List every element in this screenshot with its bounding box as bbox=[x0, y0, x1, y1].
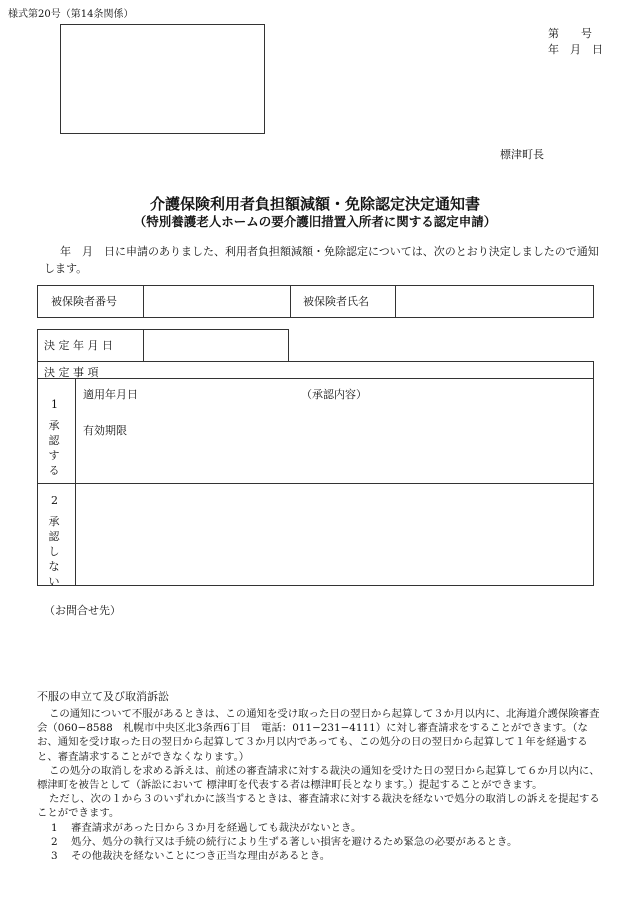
reject-number: 2 bbox=[51, 494, 58, 507]
approval-content-label: （承認内容） bbox=[301, 388, 367, 401]
objection-body bbox=[37, 707, 603, 863]
valid-period-label: 有効期限 bbox=[83, 424, 127, 437]
inquiry-label: （お問合せ先） bbox=[44, 604, 121, 617]
objection-title: 不服の申立て及び取消訴訟 bbox=[37, 690, 169, 703]
insured-name-field[interactable] bbox=[396, 286, 593, 317]
insured-number-field[interactable] bbox=[144, 286, 290, 317]
insured-table bbox=[37, 285, 594, 318]
list-item: 3 その他裁決を経ないことにつき正当な理由があるとき。 bbox=[51, 850, 331, 863]
insured-name-label: 被保険者氏名 bbox=[303, 295, 369, 308]
decision-date-label: 決 定 年 月 日 bbox=[44, 339, 113, 352]
address-box bbox=[60, 24, 265, 134]
issuer: 標津町長 bbox=[500, 148, 544, 161]
document-subtitle: （特別養護老人ホームの要介護旧措置入所者に関する認定申請） bbox=[133, 214, 497, 229]
decision-table bbox=[37, 361, 594, 586]
document-date: 年 月 日 bbox=[548, 43, 603, 56]
applicable-date-label: 適用年月日 bbox=[83, 388, 138, 401]
exception-list bbox=[37, 821, 603, 864]
document-number: 第 号 bbox=[548, 27, 592, 40]
decision-header: 決 定 事 項 bbox=[44, 366, 99, 379]
reject-label: 承認しない bbox=[48, 515, 60, 588]
objection-paragraph-1: この通知について不服があるときは、この通知を受け取った日の翌日から起算して３か月以内に、北海道介護保険審査会（060−8588 札幌市中央区北3条西6丁目 電話：011−231−4111）に対し審査請求をすることができます。（なお、通知を受け取った日の翌日から起算して３か月以内であっても、この処分の日の翌日から起算して１年を経過すると、審査請求することができなくなります。） bbox=[37, 708, 600, 763]
objection-paragraph-2: この処分の取消しを求める訴えは、前述の審査請求に対する裁決の通知を受けた日の翌日から起算して６か月以内に、標津町を被告として（訴訟において 標津町を代表する者は標津町長となります。）提起することができます。 bbox=[37, 764, 600, 792]
approve-number: 1 bbox=[51, 398, 58, 411]
form-number: 様式第20号（第14条関係） bbox=[8, 9, 134, 20]
objection-paragraph-3: ただし、次の１から３のいずれかに該当するときは、審査請求に対する裁決を経ないで処分の取消しの訴えを提起することができます。 bbox=[37, 793, 600, 820]
list-item: 2 処分、処分の執行又は手続の続行により生ずる著しい損害を避けるため緊急の必要があるとき。 bbox=[51, 835, 518, 848]
list-item: 1 審査請求があった日から３か月を経過しても裁決がないとき。 bbox=[51, 821, 362, 834]
decision-date-table bbox=[37, 329, 289, 362]
decision-date-field[interactable] bbox=[144, 330, 288, 361]
document-title: 介護保険利用者負担額減額・免除認定決定通知書 bbox=[149, 195, 480, 213]
intro-text: 年 月 日に申請のありました、利用者負担額減額・免除認定については、次のとおり決定しましたので通知します。 bbox=[44, 245, 599, 275]
insured-number-label: 被保険者番号 bbox=[51, 295, 117, 308]
approve-label: 承認する bbox=[48, 419, 60, 477]
